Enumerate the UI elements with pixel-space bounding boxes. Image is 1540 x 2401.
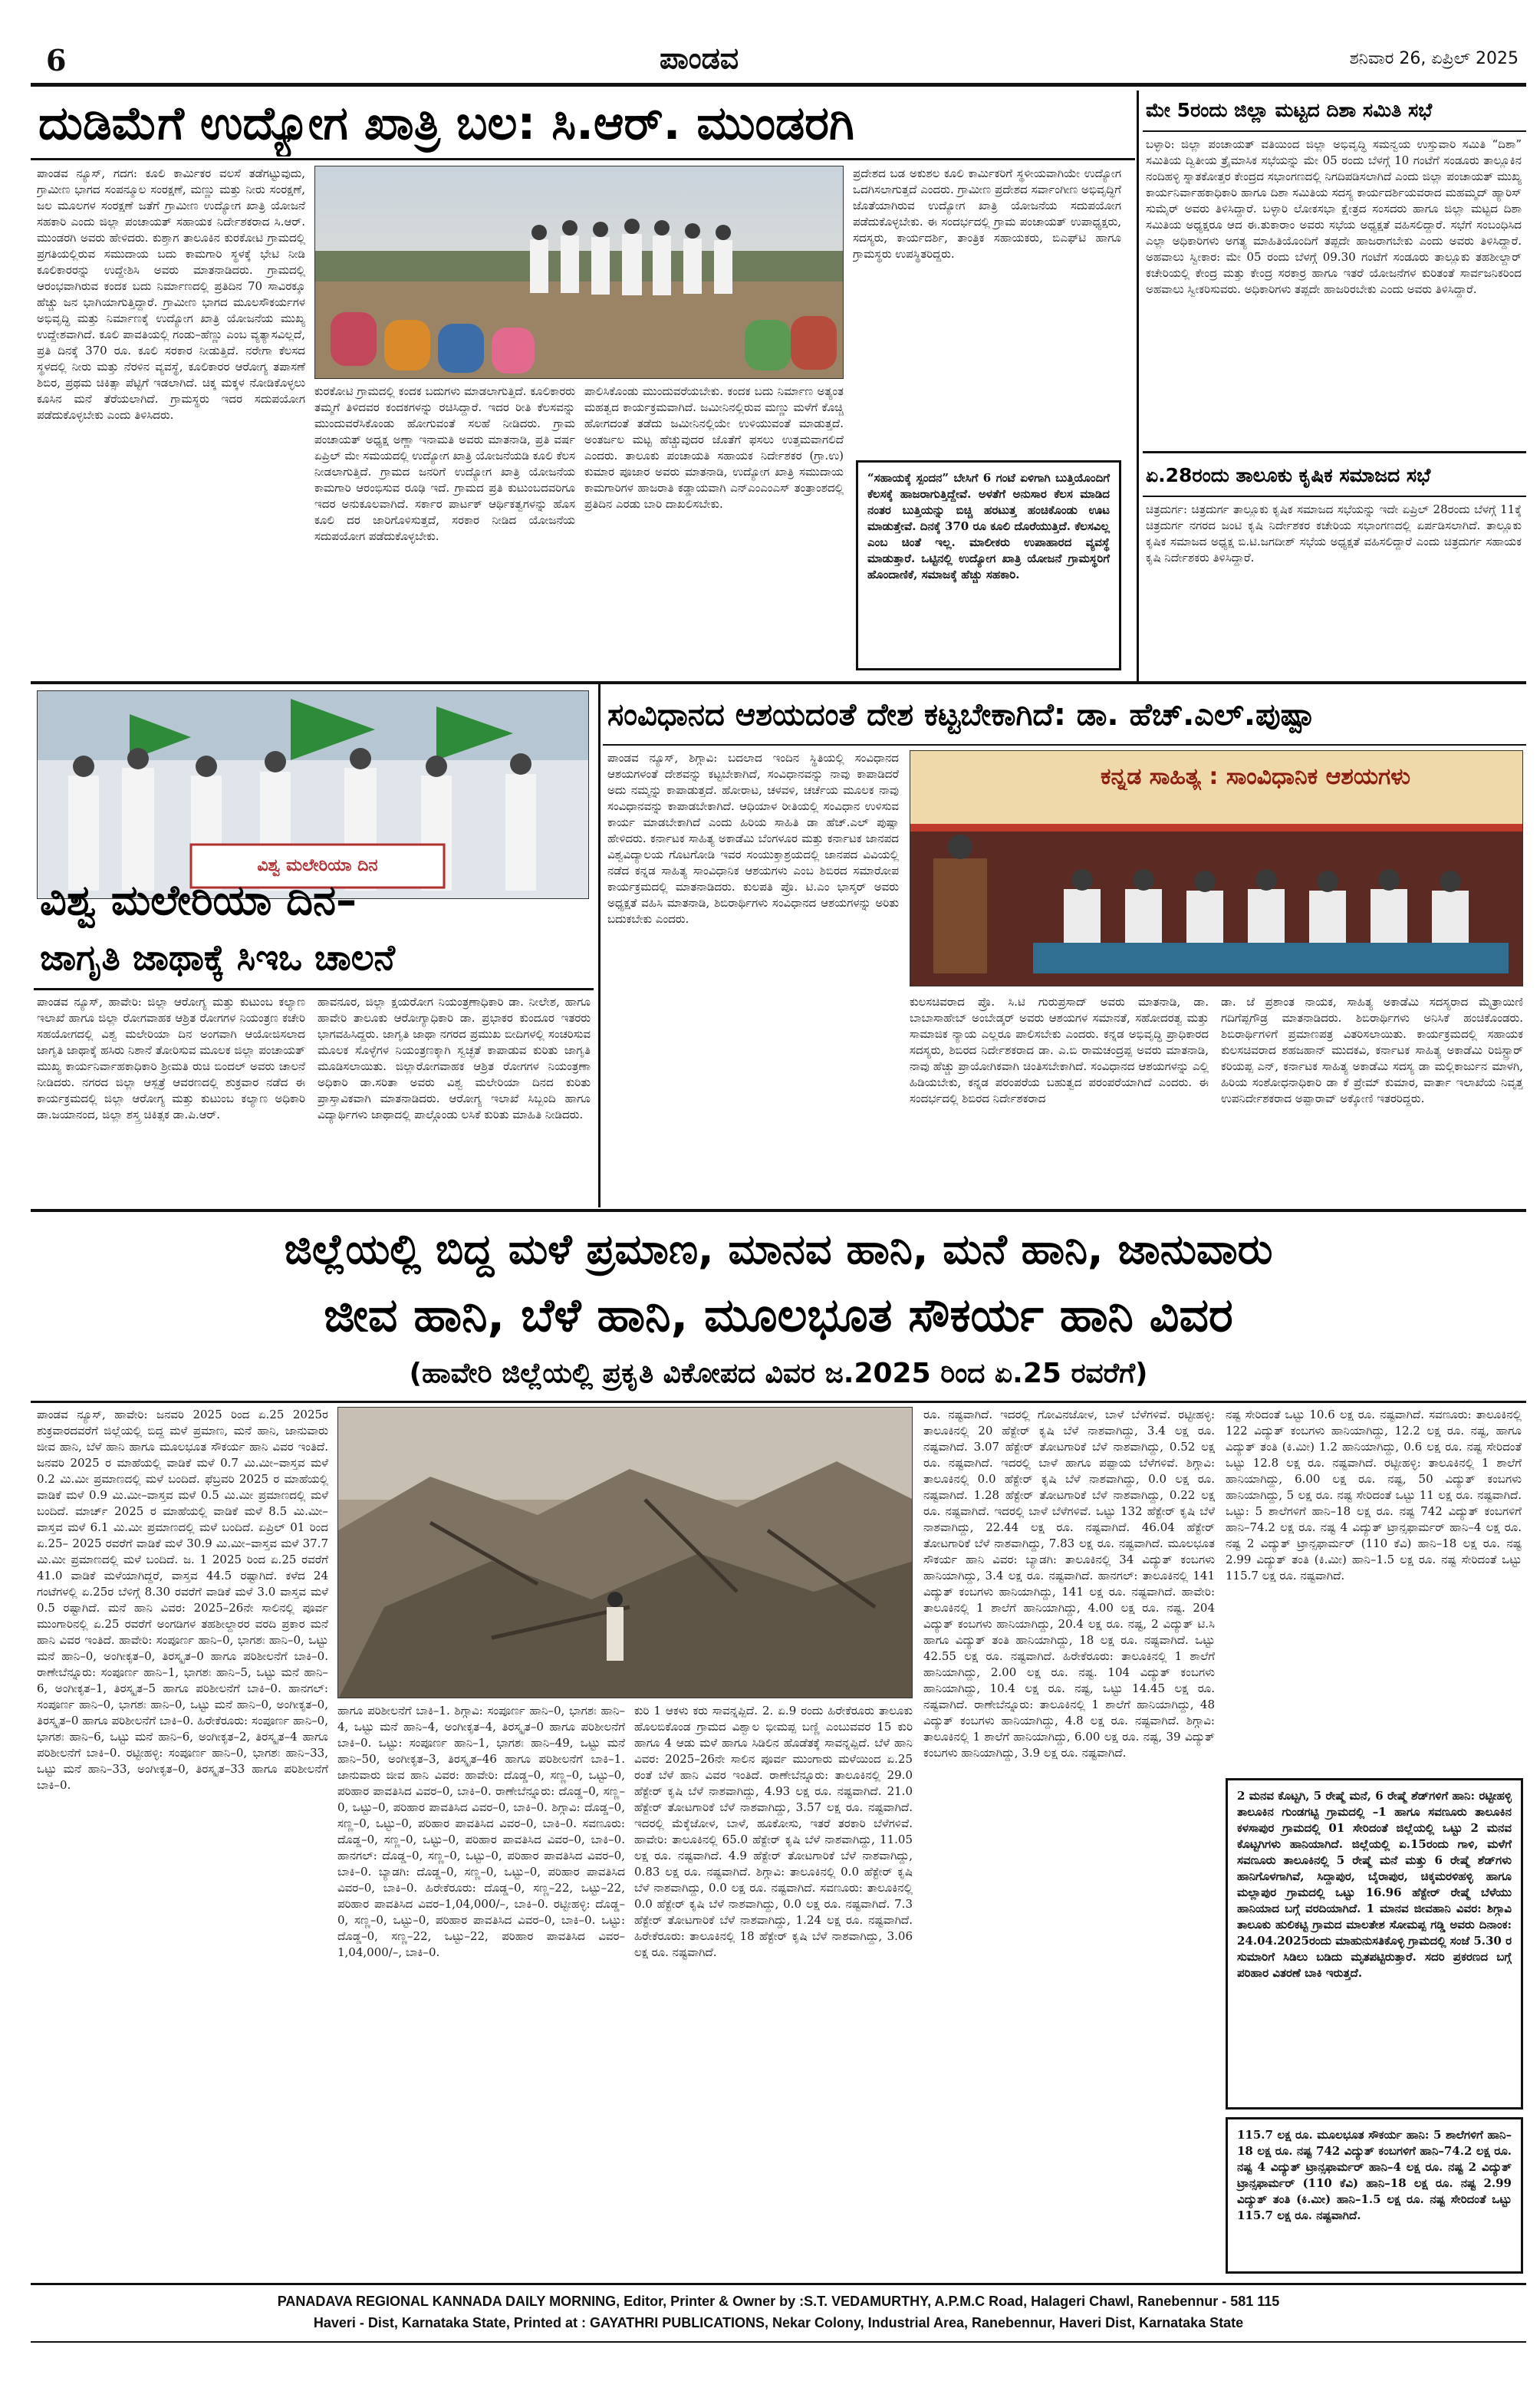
- article6-column-2: ಹಾಗೂ ಪರಿಶೀಲನೆಗೆ ಬಾಕಿ–1. ಶಿಗ್ಗಾವಿ: ಸಂಪೂರ್ಣ ಹಾನಿ–0, ಭಾಗಶಃ ಹಾನಿ–4, ಒಟ್ಟು ಮನೆ ಹಾನಿ–4, ಅಂಗೀಕೃತ–4, ತಿರಸ್ಕೃತ–0 ಹಾಗೂ ಪರಿಶೀಲನೆಗೆ ಬಾಕಿ–0. ಒಟ್ಟು: ಸಂಪೂರ್ಣ ಹಾನಿ–1, ಭಾಗಶಃ ಹಾನಿ–49, ಒಟ್ಟು ಮನೆ ಹಾನಿ–50, ಅಂಗೀಕೃತ–3, ತಿರಸ್ಕೃತ–46 ಹಾಗೂ ಪರಿಶೀಲನೆಗೆ ಬಾಕಿ–1. ಜಾನುವಾರು ಜೀವ ಹಾನಿ ವಿವರ: ಹಾವೇರಿ: ದೊಡ್ಡ–0, ಸಣ್ಣ–0, ಒಟ್ಟು–0, ಪರಿಹಾರ ಪಾವತಿಸಿದ ವಿವರ–0, ಬಾಕಿ–0. ರಾಣೇಬೆನ್ನೂರು: ದೊಡ್ಡ–0, ಸಣ್ಣ–0, ಒಟ್ಟು–0, ಪರಿಹಾರ ಪಾವತಿಸಿದ ವಿವರ–0, ಬಾಕಿ–0. ಶಿಗ್ಗಾವಿ: ದೊಡ್ಡ–0, ಸಣ್ಣ–0, ಒಟ್ಟು–0, ಪರಿಹಾರ ಪಾವತಿಸಿದ ವಿವರ–0, ಬಾಕಿ–0. ಸವಣೂರು: ದೊಡ್ಡ–0, ಸಣ್ಣ–0, ಒಟ್ಟು–0, ಪರಿಹಾರ ಪಾವತಿಸಿದ ವಿವರ–0, ಬಾಕಿ–0. ಹಾನಗಲ್: ದೊಡ್ಡ–0, ಸಣ್ಣ–0, ಒಟ್ಟು–0, ಪರಿಹಾರ ಪಾವತಿಸಿದ ವಿವರ–0, ಬಾಕಿ–0. ಬ್ಯಾಡಗಿ: ದೊಡ್ಡ–0, ಸಣ್ಣ–0, ಒಟ್ಟು–0, ಪರಿಹಾರ ಪಾವತಿಸಿದ ವಿವರ–0, ಬಾಕಿ–0. ಹಿರೇಕೆರೂರು: ದೊಡ್ಡ–0, ಸಣ್ಣ–22, ಒಟ್ಟು–22, ಪರಿಹಾರ ಪಾವತಿಸಿದ ವಿವರ–1,04,000/–, ಬಾಕಿ–0. ರಟ್ಟೀಹಳ್ಳಿ: ದೊಡ್ಡ–0, ಸಣ್ಣ–0, ಒಟ್ಟು–0, ಪರಿಹಾರ ಪಾವತಿಸಿದ ವಿವರ–0, ಬಾಕಿ–0. ಒಟ್ಟು: ದೊಡ್ಡ–0, ಸಣ್ಣ–22, ಒಟ್ಟು–22, ಪರಿಹಾರ ಪಾವತಿಸಿದ ವಿವರ–1,04,000/–, ಬಾಕಿ–0.: [337, 1704, 625, 1959]
- malaria-banner-text: ವಿಶ್ವ ಮಲೇರಿಯಾ ದಿನ: [257, 856, 378, 875]
- issue-date: ಶನಿವಾರ 26, ಏಪ್ರಿಲ್ 2025: [1349, 49, 1519, 68]
- article5-headline-rule: [603, 744, 1526, 746]
- article1-column-2: ಕುರಕೋಟಿ ಗ್ರಾಮದಲ್ಲಿ ಕಂದಕ ಬದುಗಳು ಮಾಡಲಾಗುತ್ತಿದೆ. ಕೂಲಿಕಾರರು ತಮ್ಮಗೆ ತಿಳಿದವರ ಕಂದಕಗಳನ್ನು ರಚಿಸಿದ್ದಾರೆ. ಇದರ ರೀತಿ ಕೆಲಸವನ್ನು ಮುಂದುವರೆಸಿಕೊಂಡು ಹೋಗುವಂತೆ ಸಲಹೆ ನೀಡಿದರು. ಗ್ರಾಮ ಪಂಚಾಯತ್ ಅಧ್ಯಕ್ಷ ಅಣ್ಣಾ ಇನಾಮತಿ ಅವರು ಮಾತನಾಡಿ, ಪ್ರತಿ ವರ್ಷ ಏಪ್ರಿಲ್ ಮೇ ಸಮಯದಲ್ಲಿ ಉದ್ಯೋಗ ಖಾತ್ರಿ ಯೋಜನೆಯಡಿ ಕೂಲಿ ಕೆಲಸ ನೀಡಲಾಗುತ್ತಿದೆ. ಗ್ರಾಮದ ಜನರಿಗೆ ಉದ್ಯೋಗ ಖಾತ್ರಿ ಯೋಜನೆಯ ಕಾಮಗಾರಿ ಆರಂಭಿಸುವ ರೂಢಿ ಇದೆ. ಗ್ರಾಮದ ಪ್ರತಿ ಕುಟುಂಬದವರಿಗೂ ಇದರ ಅನುಕೂಲವಾಗಿದೆ. ಸರ್ಕಾರ ಪಾರ್ಟಕ್ ಆರ್ಥಿಕತ್ವಗಳನ್ನು ಹೊಸ ಕೂಲಿ ದರ ಜಾರಿಗೊಳಿಸುತ್ತದೆ, ಸರಕಾರ ನೀಡಿದ ಯೋಜನೆಯ ಸದುಪಯೋಗ ಪಡೆದುಕೊಳ್ಳಬೇಕು.: [314, 384, 575, 543]
- article6-subheadline: (ಹಾವೇರಿ ಜಿಲ್ಲೆಯಲ್ಲಿ ಪ್ರಕೃತಿ ವಿಕೋಪದ ವಿವರ ಜ.2025 ರಿಂದ ಏ.25 ರವರೆಗೆ): [409, 1358, 1148, 1389]
- article6-column-3: ಕುರಿ 1 ಆಕಳು ಕರು ಸಾವನ್ನಪ್ಪಿದೆ. 2. ಏ.9 ರಂದು ಹಿರೇಕೆರೂರು ತಾಲೂಕು ಹೊಲಬಿಕೊಂಡ ಗ್ರಾಮದ ವಿಶ್ವಾಲ ಭೀಮಪ್ಪ ಬಣ್ಣಿ ಎಂಬುವವರ 15 ಕುರಿ ಹಾಗೂ 4 ಆಡು ಮಳೆ ಹಾಗೂ ಸಿಡಿಲಿನ ಹೊಡೆತಕ್ಕೆ ಸಾವನ್ನಪ್ಪಿದೆ. ಬೆಳೆ ಹಾನಿ ವಿವರ: 2025–26ನೇ ಸಾಲಿನ ಪೂರ್ವ ಮುಂಗಾರು ಮಳೆಯಿಂದ ಏ.25 ರಂತೆ ಬೆಳೆ ಹಾನಿ ವಿವರ ಇಂತಿದೆ. ರಾಣೇಬೆನ್ನೂರು: ತಾಲೂಕಿನಲ್ಲಿ 29.0 ಹೆಕ್ಟೇರ್ ಕೃಷಿ ಬೆಳೆ ನಾಶವಾಗಿದ್ದು, 4.93 ಲಕ್ಷ ರೂ. ನಷ್ಟವಾಗಿದೆ. 21.0 ಹೆಕ್ಟೇರ್ ತೋಟಗಾರಿಕೆ ಬೆಳೆ ನಾಶವಾಗಿದ್ದು, 3.57 ಲಕ್ಷ ರೂ. ನಷ್ಟವಾಗಿದೆ. ಇದರಲ್ಲಿ ಮೆಕ್ಕೆಜೋಳ, ಬಾಳೆ, ಹೂಕೋಸು, ಇತರೆ ತರಕಾರಿ ಬೆಳೆಗಳಿವೆ. ಹಾವೇರಿ: ತಾಲೂಕಿನಲ್ಲಿ 65.0 ಹೆಕ್ಟೇರ್ ಕೃಷಿ ಬೆಳೆ ನಾಶವಾಗಿದ್ದು, 11.05 ಲಕ್ಷ ರೂ. ನಷ್ಟವಾಗಿದೆ. 4.9 ಹೆಕ್ಟೇರ್ ತೋಟಗಾರಿಕೆ ಬೆಳೆ ನಾಶವಾಗಿದ್ದು, 0.83 ಲಕ್ಷ ರೂ. ನಷ್ಟವಾಗಿದೆ. ಶಿಗ್ಗಾವಿ: ತಾಲೂಕಿನಲ್ಲಿ 0.0 ಹೆಕ್ಟೇರ್ ಕೃಷಿ ಬೆಳೆ ನಾಶವಾಗಿದ್ದು, 0.0 ಲಕ್ಷ ರೂ. ನಷ್ಟವಾಗಿದೆ. ಸವಣೂರು: ತಾಲೂಕಿನಲ್ಲಿ 0.0 ಹೆಕ್ಟೇರ್ ಕೃಷಿ ಬೆಳೆ ನಾಶವಾಗಿದ್ದು, 0.0 ಲಕ್ಷ ರೂ. ನಷ್ಟವಾಗಿದೆ. 7.3 ಹೆಕ್ಟೇರ್ ತೋಟಗಾರಿಕೆ ಬೆಳೆ ನಾಶವಾಗಿದ್ದು, 1.24 ಲಕ್ಷ ರೂ. ನಷ್ಟವಾಗಿದೆ. ಹಿರೇಕೆರೂರು: ತಾಲೂಕಿನಲ್ಲಿ 18 ಹೆಕ್ಟೇರ್ ಕೃಷಿ ಬೆಳೆ ನಾಶವಾಗಿದ್ದು, 3.06 ಲಕ್ಷ ರೂ. ನಷ್ಟವಾಗಿದೆ.: [634, 1704, 913, 1959]
- article4-column-1: ಪಾಂಡವ ನ್ಯೂಸ್, ಹಾವೇರಿ: ಜಿಲ್ಲಾ ಆರೋಗ್ಯ ಮತ್ತು ಕುಟುಂಬ ಕಲ್ಯಾಣ ಇಲಾಖೆ ಹಾಗೂ ಜಿಲ್ಲಾ ರೋಗವಾಹಕ ಆಶ್ರಿತ ರೋಗಗಳ ನಿಯಂತ್ರಣ ಕಚೇರಿ ಸಹಯೋಗದಲ್ಲಿ ವಿಶ್ವ ಮಲೇರಿಯಾ ದಿನ ಅಂಗವಾಗಿ ಆಯೋಜಿಸಲಾದ ಜಾಗೃತಿ ಜಾಥಾಕ್ಕೆ ಹಸಿರು ನಿಶಾನೆ ತೋರಿಸುವ ಮೂಲಕ ಜಿಲ್ಲಾ ಪಂಚಾಯತ್ ಮುಖ್ಯ ಕಾರ್ಯನಿರ್ವಾಹಕಾಧಿಕಾರಿ ಶ್ರೀಮತಿ ರುಚಿ ಬಿಂದಲ್ ಅವರು ಚಾಲನೆ ನೀಡಿದರು. ನಗರದ ಜಿಲ್ಲಾ ಆಸ್ಪತ್ರೆ ಆವರಣದಲ್ಲಿ ಶುಕ್ರವಾರ ನಡೆದ ಈ ಕಾರ್ಯಕ್ರಮದಲ್ಲಿ ಜಿಲ್ಲಾ ಆರೋಗ್ಯ ಮತ್ತು ಕುಟುಂಬ ಕಲ್ಯಾಣ ಅಧಿಕಾರಿ ಡಾ.ಜಯಾನಂದ, ಜಿಲ್ಲಾ ಶಸ್ತ್ರ ಚಿಕಿತ್ಸಕ ಡಾ.ಪಿ.ಆರ್.: [37, 995, 305, 1121]
- page-number: 6: [46, 43, 67, 77]
- footer-bottom-rule: [31, 2341, 1526, 2343]
- article4-headline-line2: ಜಾಗೃತಿ ಜಾಥಾಕ್ಕೆ ಸಿಇಒ ಚಾಲನೆ: [40, 937, 395, 978]
- article5-column-2: ಕುಲಸಚಿವರಾದ ಪ್ರೊ. ಸಿ.ಟಿ ಗುರುಪ್ರಸಾದ್ ಅವರು ಮಾತನಾಡಿ, ಡಾ. ಬಾಬಾಸಾಹೇಬ್ ಅಂಬೇಡ್ಕರ್ ಅವರು ಆಶಯಗಳ ಸಮಾನತೆ, ಸಹೋದರತ್ವ ಮತ್ತು ಸಾಮಾಜಿಕ ನ್ಯಾಯ ಎಲ್ಲರೂ ಪಾಲಿಸಬೇಕು ಎಂದರು. ಕನ್ನಡ ಅಭಿವೃದ್ಧಿ ಪ್ರಾಧಿಕಾರದ ಸದಸ್ಯರು, ಶಿಬಿರದ ನಿರ್ದೇಶಕರಾದ ಡಾ. ಎ.ಬಿ ರಾಮಚಂದ್ರಪ್ಪ ಅವರು ಮಾತನಾಡಿ, ನಾವು ಹೆಚ್ಚು ಪ್ರಾಯೋಗಿಕವಾಗಿ ಚಿಂತಿಸಬೇಕಾಗಿದೆ. ಸಂವಿಧಾನದ ಆಶಯಗಳನ್ನು ಎಲ್ಲಿ ಹಿಡಿಯಬೇಕು, ಕನ್ನಡ ಪರಂಪರೆಯ ಬಹುತ್ವದ ಪರಂಪರೆಯಾಗಿದೆ ಎಂದರು. ಈ ಸಂದರ್ಭದಲ್ಲಿ ಶಿಬಿರದ ನಿರ್ದೇಶಕರಾದ: [910, 995, 1209, 1105]
- article6-column-5: ನಷ್ಟ ಸೇರಿದಂತೆ ಒಟ್ಟು 10.6 ಲಕ್ಷ ರೂ. ನಷ್ಟವಾಗಿದೆ. ಸವಣೂರು: ತಾಲೂಕಿನಲ್ಲಿ 122 ವಿದ್ಯುತ್ ಕಂಬಗಳು ಹಾನಿಯಾಗಿದ್ದು, 12.2 ಲಕ್ಷ ರೂ. ನಷ್ಟ, ಹಾಗೂ ವಿದ್ಯುತ್ ತಂತಿ (ಕಿ.ಮೀ) 1.2 ಹಾನಿಯಾಗಿದ್ದು, 0.6 ಲಕ್ಷ ರೂ. ನಷ್ಟ ಸೇರಿದಂತೆ ಒಟ್ಟು 12.8 ಲಕ್ಷ ರೂ. ನಷ್ಟವಾಗಿದೆ. ರಟ್ಟೀಹಳ್ಳಿ: ತಾಲೂಕಿನಲ್ಲಿ 1 ಶಾಲೆಗೆ ಹಾನಿಯಾಗಿದ್ದು, 6.00 ಲಕ್ಷ ರೂ. ನಷ್ಟ, 50 ವಿದ್ಯುತ್ ಕಂಬಗಳು ಹಾನಿಯಾಗಿದ್ದು, 5 ಲಕ್ಷ ರೂ. ನಷ್ಟ ಸೇರಿದಂತೆ ಒಟ್ಟು 11 ಲಕ್ಷ ರೂ. ನಷ್ಟವಾಗಿದೆ. ಒಟ್ಟು: 5 ಶಾಲೆಗಳಿಗೆ ಹಾನಿ–18 ಲಕ್ಷ ರೂ. ನಷ್ಟ 742 ವಿದ್ಯುತ್ ಕಂಬಗಳಿಗೆ ಹಾನಿ–74.2 ಲಕ್ಷ ರೂ. ನಷ್ಟ 4 ವಿದ್ಯುತ್ ಟ್ರಾನ್ಸಫಾರ್ಮರ್ ಹಾನಿ–4 ಲಕ್ಷ ರೂ. ನಷ್ಟ 2 ವಿದ್ಯುತ್ ಟ್ರಾನ್ಸಫಾರ್ಮರ್ (110 ಕೆವಿ) ಹಾನಿ–18 ಲಕ್ಷ ರೂ. ನಷ್ಟ 2.99 ವಿದ್ಯುತ್ ತಂತಿ (ಕಿ.ಮೀ) ಹಾನಿ–1.5 ಲಕ್ಷ ರೂ. ನಷ್ಟ ಸೇರಿದಂತೆ ಒಟ್ಟು 115.7 ಲಕ್ಷ ರೂ. ನಷ್ಟವಾಗಿದೆ.: [1226, 1408, 1522, 1583]
- article6-box-infrastructure-loss: 115.7 ಲಕ್ಷ ರೂ. ಮೂಲಭೂತ ಸೌಕರ್ಯ ಹಾನಿ: 5 ಶಾಲೆಗಳಿಗೆ ಹಾನಿ–18 ಲಕ್ಷ ರೂ. ನಷ್ಟ 742 ವಿದ್ಯುತ್ ಕಂಬಗಳಿಗೆ ಹಾನಿ–74.2 ಲಕ್ಷ ರೂ. ನಷ್ಟ 4 ವಿದ್ಯುತ್ ಟ್ರಾನ್ಸಫಾರ್ಮರ್ ಹಾನಿ–4 ಲಕ್ಷ ರೂ. ನಷ್ಟ 2 ವಿದ್ಯುತ್ ಟ್ರಾನ್ಸಫಾರ್ಮರ್ (110 ಕೆವಿ) ಹಾನಿ–18 ಲಕ್ಷ ರೂ. ನಷ್ಟ 2.99 ವಿದ್ಯುತ್ ತಂತಿ (ಕಿ.ಮೀ) ಹಾನಿ–1.5 ಲಕ್ಷ ರೂ. ನಷ್ಟ ಸೇರಿದಂತೆ ಒಟ್ಟು 115.7 ಲಕ್ಷ ರೂ. ನಷ್ಟವಾಗಿದೆ.: [1226, 2117, 1523, 2274]
- article5-column-1: ಪಾಂಡವ ನ್ಯೂಸ್, ಶಿಗ್ಗಾವಿ: ಬದಲಾದ ಇಂದಿನ ಸ್ಥಿತಿಯಲ್ಲಿ ಸಂವಿಧಾನದ ಆಶಯಗಳಂತೆ ದೇಶವನ್ನು ಕಟ್ಟಬೇಕಾಗಿದೆ, ಸಂವಿಧಾನವನ್ನು ನಾವು ಕಾಪಾಡಿದರೆ ಅದು ನಮ್ಮನ್ನು ಕಾಪಾಡುತ್ತದೆ. ಹೋರಾಟ, ಚಳವಳಿ, ಚರ್ಚೆಯ ಮೂಲಕ ನಾವು ಸಂವಿಧಾನವನ್ನು ಕಾಪಾಡಬೇಕಾಗಿದೆ. ಆಧಿಯಾಳ ರೀತಿಯಲ್ಲಿ ಸಂವಿಧಾನ ಉಳಿಸುವ ಕಾರ್ಯ ಮಾಡಬೇಕಾಗಿದೆ ಎಂದು ಹಿರಿಯ ಸಾಹಿತಿ ಡಾ ಹೆಚ್.ಎಲ್ ಪುಷ್ಪಾ ಹೇಳಿದರು. ಕರ್ನಾಟಕ ಸಾಹಿತ್ಯ ಅಕಾಡೆಮಿ ಬೆಂಗಳೂರ ಮತ್ತು ಕರ್ನಾಟಕ ಜಾನಪದ ವಿಶ್ವವಿದ್ಯಾಲಯ ಗೊಟಗೋಡಿ ಇವರ ಸಂಯುಕ್ತಾಶ್ರಯದಲ್ಲಿ ಜಾನಪದ ವಿವಿಯಲ್ಲಿ ನಡೆದ ಕನ್ನಡ ಸಾಹಿತ್ಯ ಸಾಂವಿಧಾನಿಕ ಆಶಯಗಳು ಎಂಬ ಶಿಬಿರದ ಸಮಾರೋಪ ಕಾರ್ಯಕ್ರಮದಲ್ಲಿ ಮಾತನಾಡಿದರು. ಕುಲಪತಿ ಪ್ರೊ. ಟಿ.ಎಂ ಭಾಸ್ಕರ್ ಅವರು ಅಧ್ಯಕ್ಷತೆ ವಹಿಸಿ ಮಾತನಾಡಿ, ಶಿಬಿರಾರ್ಥಿಗಳು ಸಂವಿಧಾನದ ಆಶಯಗಳನ್ನು ಅರಿತು ಬದುಕಬೇಕು ಎಂದರು.: [607, 751, 899, 926]
- article6-headline-rule: [31, 1401, 1526, 1403]
- article5-photo: [910, 750, 1523, 986]
- article3-body: ಚಿತ್ರದುರ್ಗ: ಚಿತ್ರದುರ್ಗ ತಾಲ್ಲೂಕು ಕೃಷಿಕ ಸಮಾಜದ ಸಭೆಯನ್ನು ಇದೇ ಏಪ್ರಿಲ್ 28ರಂದು ಬೆಳಗ್ಗೆ 11ಕ್ಕೆ ಚಿತ್ರದುರ್ಗ ನಗರದ ಜಂಟಿ ಕೃಷಿ ನಿರ್ದೇಶಕರ ಕಚೇರಿಯ ಸಭಾಂಗಣದಲ್ಲಿ ಏರ್ಪಡಿಸಲಾಗಿದೆ. ತಾಲ್ಲೂಕು ಕೃಷಿಕ ಸಮಾಜದ ಅಧ್ಯಕ್ಷ ಬಿ.ಟಿ.ಜಗದೀಶ್ ಸಭೆಯ ಅಧ್ಯಕ್ಷತೆ ವಹಿಸಲಿದ್ದಾರೆ ಎಂದು ಚಿತ್ರದುರ್ಗ ಸಹಾಯಕ ಕೃಷಿ ನಿರ್ದೇಶಕರು ತಿಳಿಸಿದ್ದಾರೆ.: [1146, 502, 1522, 565]
- article6-photo: [337, 1407, 913, 1698]
- collapsed-house-photo: [338, 1408, 913, 1698]
- article4-photo: [37, 690, 589, 899]
- header-rule: [31, 83, 1526, 87]
- article6-headline-line2: ಜೀವ ಹಾನಿ, ಬೆಳೆ ಹಾನಿ, ಮೂಲಭೂತ ಸೌಕರ್ಯ ಹಾನಿ ವಿವರ: [324, 1289, 1233, 1342]
- article1-headline: ದುಡಿಮೆಗೆ ಉದ್ಯೋಗ ಖಾತ್ರಿ ಬಲ: ಸಿ.ಆರ್. ಮುಂಡರಗಿ: [38, 97, 854, 150]
- article4-side-rule: [598, 684, 601, 1207]
- seminar-banner-text: ಕನ್ನಡ ಸಾಹಿತ್ಯ : ಸಾಂವಿಧಾನಿಕ ಆಶಯಗಳು: [1100, 763, 1411, 790]
- footer-imprint-line2: Haveri - Dist, Karnataka State, Printed at : GAYATHRI PUBLICATIONS, Nekar Colony, Industrial Area, Ranebennur, Haveri Dist, Karnataka State: [313, 2315, 1244, 2330]
- article1-column-3: ಪಾಲಿಸಿಕೊಂಡು ಮುಂದುವರೆಯಬೇಕು. ಕಂದಕ ಬದು ನಿರ್ಮಾಣ ಅತ್ಯಂತ ಮಹತ್ವದ ಕಾರ್ಯಕ್ರಮವಾಗಿದೆ. ಜಮೀನಿನಲ್ಲಿರುವ ಮಣ್ಣು ಮಳೆಗೆ ಕೊಚ್ಚಿ ಹೋಗದಂತೆ ತಡೆದು ಜಮೀನಿನಲ್ಲಿಯೇ ಉಳಿಯುವಂತೆ ಮಾಡುತ್ತದೆ. ಅಂತರ್ಜಲ ಮಟ್ಟ ಹೆಚ್ಚುವುದರ ಜೊತೆಗೆ ಫಸಲು ಉತ್ತಮವಾಗಲಿದೆ ಎಂದರು. ತಾಲೂಕು ಪಂಚಾಯತಿ ಸಹಾಯಕ ನಿರ್ದೇಶಕರ (ಗ್ರಾ.ಉ) ಕುಮಾರ ಪೂಜಾರ ಅವರು ಮಾತನಾಡಿ, ಉದ್ಯೋಗ ಖಾತ್ರಿ ಸಮುದಾಯ ಕಾಮಗಾರಿಗಳ ಹಾಜರಾತಿ ಕಡ್ಡಾಯವಾಗಿ ಎನ್‌ಎಂಎಂಎಸ್ ತಂತ್ರಾಂಶದಲ್ಲಿ ಪ್ರತಿದಿನ ಎರಡು ಬಾರಿ ದಾಖಲಿಸಬೇಕು.: [584, 384, 844, 511]
- article1-headline-rule: [31, 158, 1135, 160]
- footer-rule: [31, 2283, 1526, 2285]
- section-rule-1: [31, 681, 1526, 684]
- article1-column-4: ಪ್ರದೇಶದ ಬಡ ಅಕುಶಲ ಕೂಲಿ ಕಾರ್ಮಿಕರಿಗೆ ಸ್ಥಳೀಯವಾಗಿಯೇ ಉದ್ಯೋಗ ಒದಗಿಸಲಾಗುತ್ತದೆ ಎಂದರು. ಗ್ರಾಮೀಣ ಪ್ರದೇಶದ ಸರ್ವಾಂಗೀಣ ಅಭಿವೃದ್ಧಿಗೆ ಜೊತೆಯಾಗಿರುವ ಉದ್ಯೋಗ ಖಾತ್ರಿ ಯೋಜನೆಯ ಸದುಪಯೋಗ ಪಡೆದುಕೊಳ್ಳಬೇಕು. ಈ ಸಂದರ್ಭದಲ್ಲಿ ಗ್ರಾಮ ಪಂಚಾಯತ್ ಉಪಾಧ್ಯಕ್ಷರು, ಸದಸ್ಯರು, ಕಾರ್ಯದರ್ಶಿ, ತಾಂತ್ರಿಕ ಸಹಾಯಕರು, ಬಿಎಫ್‌ಟಿ ಹಾಗೂ ಗ್ರಾಮಸ್ಥರು ಉಪಸ್ಥಿತರಿದ್ದರು.: [853, 166, 1121, 261]
- article2-bottom-rule: [1143, 451, 1526, 453]
- article4-column-2: ಹಾವನೂರ, ಜಿಲ್ಲಾ ಕ್ಷಯರೋಗ ನಿಯಂತ್ರಣಾಧಿಕಾರಿ ಡಾ. ನೀಲೇಶ, ಹಾಗೂ ಹಾವೇರಿ ತಾಲೂಕು ಆರೋಗ್ಯಾಧಿಕಾರಿ ಡಾ. ಪ್ರಭಾಕರ ಕುಂದೂರ ಇತರರು ಭಾಗವಹಿಸಿದ್ದರು. ಜಾಗೃತಿ ಜಾಥಾ ನಗರದ ಪ್ರಮುಖ ಬೀದಿಗಳಲ್ಲಿ ಸಂಚರಿಸುವ ಮೂಲಕ ಸೊಳ್ಳೆಗಳ ನಿಯಂತ್ರಣಕ್ಕಾಗಿ ಸ್ವಚ್ಛತೆ ಕಾಪಾಡುವ ಕುರಿತು ಜಾಗೃತಿ ಮೂಡಿಸಲಾಯಿತು. ಜಿಲ್ಲಾರೋಗವಾಹಕ ಆಶ್ರಿತ ರೋಗಗಳ ನಿಯಂತ್ರಣಾ ಅಧಿಕಾರಿ ಡಾ.ಸರಿತಾ ಅವರು ವಿಶ್ವ ಮಲೇರಿಯಾ ದಿನದ ಕುರಿತು ಪ್ರಾಸ್ತಾವಿಕವಾಗಿ ಮಾತನಾಡಿದರು. ಆರೋಗ್ಯ ಇಲಾಖೆ ಸಿಬ್ಬಂದಿ ಹಾಗೂ ವಿದ್ಯಾರ್ಥಿಗಳು ಜಾಥಾದಲ್ಲಿ ಪಾಲ್ಗೊಂಡು ಲಸಿಕೆ ಕುರಿತು ಮಾಹಿತಿ ನೀಡಿದರು.: [318, 995, 591, 1121]
- page-header: [31, 38, 1526, 81]
- article5-headline: ಸಂವಿಧಾನದ ಆಶಯದಂತೆ ದೇಶ ಕಟ್ಟಬೇಕಾಗಿದೆ: ಡಾ. ಹೆಚ್.ಎಲ್.ಪುಷ್ಪಾ: [607, 697, 1315, 733]
- footer-imprint-line1: PANADAVA REGIONAL KANNADA DAILY MORNING, Editor, Printer & Owner by :S.T. VEDAMURTHY, A.P.M.C Road, Halageri Chawl, Ranebennur - 581 115: [277, 2294, 1280, 2309]
- section-rule-2: [31, 1209, 1526, 1212]
- article3-headline: ಏ.28ರಂದು ತಾಲೂಕು ಕೃಷಿಕ ಸಮಾಜದ ಸಭೆ: [1146, 464, 1431, 486]
- article6-column-1: ಪಾಂಡವ ನ್ಯೂಸ್, ಹಾವೇರಿ: ಜನವರಿ 2025 ರಿಂದ ಏ.25 2025ರ ಶುಕ್ರವಾರದವರೆಗೆ ಜಿಲ್ಲೆಯಲ್ಲಿ ಬಿದ್ದ ಮಳೆ ಪ್ರಮಾಣ, ಮನೆ ಹಾನಿ, ಜಾನುವಾರು ಜೀವ ಹಾನಿ, ಬೆಳೆ ಹಾನಿ ಹಾಗೂ ಮೂಲಭೂತ ಸೌಕರ್ಯ ಹಾನಿ ವಿವರ ಇಂತಿದೆ. ಜನವರಿ 2025 ರ ಮಾಹೆಯಲ್ಲಿ ವಾಡಿಕೆ ಮಳೆ 0.7 ಮಿ.ಮೀ–ವಾಸ್ತವ ಮಳೆ 0.2 ಮಿ.ಮೀ ಪ್ರಮಾಣದಲ್ಲಿ ಮಳೆ ಬಂದಿದೆ. ಫೆಬ್ರವರಿ 2025 ರ ಮಾಹೆಯಲ್ಲಿ ವಾಡಿಕೆ ಮಳೆ 0.9 ಮಿ.ಮೀ–ವಾಸ್ತವ ಮಳೆ 0.5 ಮಿ.ಮೀ ಪ್ರಮಾಣದಲ್ಲಿ ಮಳೆ ಬಂದಿದೆ. ಮಾರ್ಚ್ 2025 ರ ಮಾಹೆಯಲ್ಲಿ ವಾಡಿಕೆ ಮಳೆ 8.5 ಮಿ.ಮೀ–ವಾಸ್ತವ ಮಳೆ 6.1 ಮಿ.ಮೀ ಪ್ರಮಾಣದಲ್ಲಿ ಮಳೆ ಬಂದಿದೆ. ಏಪ್ರಿಲ್ 01 ರಿಂದ ಏ.25– 2025 ರವರೆಗೆ ವಾಡಿಕೆ ಮಳೆ 30.9 ಮಿ.ಮೀ–ವಾಸ್ತವ ಮಳೆ 37.7 ಮಿ.ಮೀ ಪ್ರಮಾಣದಲ್ಲಿ ಮಳೆ ಬಂದಿದೆ. ಜ. 1 2025 ರಿಂದ ಏ.25 ರವರೆಗೆ 41.0 ವಾಡಿಕೆ ಮಳೆಯಾಗಿದ್ದರೆ, ವಾಸ್ತವ 44.5 ರಷ್ಟಾಗಿದೆ. ಕಳೆದ 24 ಗಂಟೆಗಳಲ್ಲಿ ಏ.25ರ ಬೆಳಿಗ್ಗೆ 8.30 ರವರೆಗೆ ವಾಡಿಕೆ ಮಳೆ 3.0 ವಾಸ್ತವ ಮಳೆ 0.5 ರಷ್ಟಾಗಿದೆ. ಮನೆ ಹಾನಿ ವಿವರ: 2025–26ನೇ ಸಾಲಿನಲ್ಲಿ ಪೂರ್ವ ಮುಂಗಾರಿನಲ್ಲಿ ಏ.25 ರವರೆಗೆ ಅಂಗಡಿಗಳ ತಹಶೀಲ್ದಾರರ ವರದಿ ಪ್ರಕಾರ ಮನೆ ಹಾನಿ ವಿವರ ಇಂತಿದೆ. ಹಾವೇರಿ: ಸಂಪೂರ್ಣ ಹಾನಿ–0, ಭಾಗಶಃ ಹಾನಿ–0, ಒಟ್ಟು ಮನೆ ಹಾನಿ–0, ಅಂಗೀಕೃತ–0, ತಿರಸ್ಕೃತ–0 ಹಾಗೂ ಪರಿಶೀಲನೆಗೆ ಬಾಕಿ–0. ರಾಣೇಬೆನ್ನೂರು: ಸಂಪೂರ್ಣ ಹಾನಿ–1, ಭಾಗಶಃ ಹಾನಿ–5, ಒಟ್ಟು ಮನೆ ಹಾನಿ–6, ಅಂಗೀಕೃತ–1, ತಿರಸ್ಕೃತ–5 ಹಾಗೂ ಪರಿಶೀಲನೆಗೆ ಬಾಕಿ–0. ಹಾನಗಲ್: ಸಂಪೂರ್ಣ ಹಾನಿ–0, ಭಾಗಶಃ ಹಾನಿ–0, ಒಟ್ಟು ಮನೆ ಹಾನಿ–0, ಅಂಗೀಕೃತ–0, ತಿರಸ್ಕೃತ–0 ಹಾಗೂ ಪರಿಶೀಲನೆಗೆ ಬಾಕಿ–0. ಹಿರೇಕೆರೂರು: ಸಂಪೂರ್ಣ ಹಾನಿ–0, ಭಾಗಶಃ ಹಾನಿ–6, ಒಟ್ಟು ಮನೆ ಹಾನಿ–6, ಅಂಗೀಕೃತ–2, ತಿರಸ್ಕೃತ–4 ಹಾಗೂ ಪರಿಶೀಲನೆಗೆ ಬಾಕಿ–0. ರಟ್ಟೀಹಳ್ಳಿ: ಸಂಪೂರ್ಣ ಹಾನಿ–0, ಭಾಗಶಃ ಹಾನಿ–33, ಒಟ್ಟು ಮನೆ ಹಾನಿ–33, ಅಂಗೀಕೃತ–0, ತಿರಸ್ಕೃತ–33 ಹಾಗೂ ಪರಿಶೀಲನೆಗೆ ಬಾಕಿ–0.: [37, 1408, 328, 1792]
- article6-column-4: ರೂ. ನಷ್ಟವಾಗಿದೆ. ಇದರಲ್ಲಿ ಗೋವಿನಜೋಳ, ಬಾಳೆ ಬೆಳೆಗಳಿವೆ. ರಟ್ಟೀಹಳ್ಳಿ: ತಾಲೂಕಿನಲ್ಲಿ 20 ಹೆಕ್ಟೇರ್ ಕೃಷಿ ಬೆಳೆ ನಾಶವಾಗಿದ್ದು, 3.4 ಲಕ್ಷ ರೂ. ನಷ್ಟವಾಗಿದೆ. 3.07 ಹೆಕ್ಟೇರ್ ತೋಟಗಾರಿಕೆ ಬೆಳೆ ನಾಶವಾಗಿದ್ದು, 0.52 ಲಕ್ಷ ರೂ. ನಷ್ಟವಾಗಿದೆ. ಇದರಲ್ಲಿ ಬಾಳೆ ಹಾಗೂ ಪಪ್ಪಾಯ ಬೆಳೆಗಳಿವೆ. ಶಿಗ್ಗಾವಿ: ತಾಲೂಕಿನಲ್ಲಿ 0.0 ಹೆಕ್ಟೇರ್ ಕೃಷಿ ಬೆಳೆ ನಾಶವಾಗಿದ್ದು, 0.0 ಲಕ್ಷ ರೂ. ನಷ್ಟವಾಗಿದೆ. 1.28 ಹೆಕ್ಟೇರ್ ತೋಟಗಾರಿಕೆ ಬೆಳೆ ನಾಶವಾಗಿದ್ದು, 0.22 ಲಕ್ಷ ರೂ. ನಷ್ಟವಾಗಿದೆ. ಇದರಲ್ಲಿ ಬಾಳೆ ಬೆಳೆಗಳಿವೆ. ಒಟ್ಟು 132 ಹೆಕ್ಟೇರ್ ಕೃಷಿ ಬೆಳೆ ನಾಶವಾಗಿದ್ದು, 22.44 ಲಕ್ಷ ರೂ. ನಷ್ಟವಾಗಿದೆ. 46.04 ಹೆಕ್ಟೇರ್ ತೋಟಗಾರಿಕೆ ಬೆಳೆ ನಾಶವಾಗಿದ್ದು, 7.83 ಲಕ್ಷ ರೂ. ನಷ್ಟವಾಗಿದೆ. ಮೂಲಭೂತ ಸೌಕರ್ಯ ಹಾನಿ ವಿವರ: ಬ್ಯಾಡಗಿ: ತಾಲೂಕಿನಲ್ಲಿ 34 ವಿದ್ಯುತ್ ಕಂಬಗಳು ಹಾನಿಯಾಗಿದ್ದು, 3.4 ಲಕ್ಷ ರೂ. ನಷ್ಟವಾಗಿದೆ. ಹಾನಗಲ್: ತಾಲೂಕಿನಲ್ಲಿ 141 ವಿದ್ಯುತ್ ಕಂಬಗಳು ಹಾನಿಯಾಗಿದ್ದು, 141 ಲಕ್ಷ ರೂ. ನಷ್ಟವಾಗಿದೆ. ಹಾವೇರಿ: ತಾಲೂಕಿನಲ್ಲಿ 1 ಶಾಲೆಗೆ ಹಾನಿಯಾಗಿದ್ದು, 4.00 ಲಕ್ಷ ರೂ. ನಷ್ಟ. 204 ವಿದ್ಯುತ್ ಕಂಬಗಳು ಹಾನಿಯಾಗಿದ್ದು, 20.4 ಲಕ್ಷ ರೂ. ನಷ್ಟ, 2 ವಿದ್ಯುತ್ ಟಿ.ಸಿ ಹಾಗೂ ವಿದ್ಯುತ್ ತಂತಿ ಹಾನಿಯಾಗಿದ್ದು, 18 ಲಕ್ಷ ರೂ. ನಷ್ಟವಾಗಿದೆ. ಒಟ್ಟು 42.55 ಲಕ್ಷ ರೂ. ನಷ್ಟವಾಗಿದೆ. ಹಿರೇಕೆರೂರು: ತಾಲೂಕಿನಲ್ಲಿ 1 ಶಾಲೆಗೆ ಹಾನಿಯಾಗಿದ್ದು, 2.00 ಲಕ್ಷ ರೂ. ನಷ್ಟ. 104 ವಿದ್ಯುತ್ ಕಂಬಗಳು ಹಾನಿಯಾಗಿದ್ದು, 10.4 ಲಕ್ಷ ರೂ. ನಷ್ಟ, ಒಟ್ಟು 14.45 ಲಕ್ಷ ರೂ. ನಷ್ಟವಾಗಿದೆ. ರಾಣೇಬೆನ್ನೂರು: ತಾಲೂಕಿನಲ್ಲಿ 1 ಶಾಲೆಗೆ ಹಾನಿಯಾಗಿದ್ದು, 48 ವಿದ್ಯುತ್ ಕಂಬಗಳು ಹಾನಿಯಾಗಿದ್ದು, 4.8 ಲಕ್ಷ ರೂ. ನಷ್ಟವಾಗಿದೆ. ಶಿಗ್ಗಾವಿ: ತಾಲೂಕಿನಲ್ಲಿ 1 ಶಾಲೆಗೆ ಹಾನಿಯಾಗಿದ್ದು, 6.00 ಲಕ್ಷ ರೂ. ನಷ್ಟ, 39 ವಿದ್ಯುತ್ ಕಂಬಗಳು ಹಾನಿಯಾಗಿದ್ದು, 3.9 ಲಕ್ಷ ರೂ. ನಷ್ಟವಾಗಿದೆ.: [923, 1408, 1215, 1760]
- article2-body: ಬಳ್ಳಾರಿ: ಜಿಲ್ಲಾ ಪಂಚಾಯತ್ ವತಿಯಿಂದ ಜಿಲ್ಲಾ ಅಭಿವೃದ್ಧಿ ಸಮನ್ವಯ ಉಸ್ತುವಾರಿ ಸಮಿತಿ “ದಿಶಾ” ಸಮಿತಿಯ ದ್ವಿತೀಯ ತ್ರೈಮಾಸಿಕ ಸಭೆಯನ್ನು ಮೇ 05 ರಂದು ಬೆಳಗ್ಗೆ 10 ಗಂಟೆಗೆ ಸಂಡೂರು ತಾಲ್ಲೂಕಿನ ನಂದಿಹಳ್ಳಿ ಸ್ನಾತಕೋತ್ತರ ಕೇಂದ್ರದ ಸಭಾಂಗಣದಲ್ಲಿ ನಿಗದಿಪಡಿಸಲಾಗಿದೆ ಎಂದು ಜಿಲ್ಲಾ ಪಂಚಾಯತ್ ಮುಖ್ಯ ಕಾರ್ಯನಿರ್ವಾಹಕಾಧಿಕಾರಿ ಹಾಗೂ ದಿಶಾ ಸಮಿತಿಯ ಸದಸ್ಯ ಕಾರ್ಯದರ್ಶಿಯವರಾದ ಮಹಮ್ಮದ್ ಹ್ಯಾರಿಸ್ ಸುಮೈರ್ ಅವರು ತಿಳಿಸಿದ್ದಾರೆ. ಬಳ್ಳಾರಿ ಲೋಕಸಭಾ ಕ್ಷೇತ್ರದ ಸಂಸದರು ಹಾಗೂ ಜಿಲ್ಲಾ ಮಟ್ಟದ ದಿಶಾ ಸಮಿತಿಯ ಅಧ್ಯಕ್ಷರೂ ಆದ ಈ.ತುಕಾರಾಂ ಅವರು ಸಭೆಯ ಅಧ್ಯಕ್ಷತೆ ವಹಿಸಲಿದ್ದಾರೆ. ಸಭೆಗೆ ಸಂಬಂಧಿಸಿದ ಎಲ್ಲಾ ಅಧಿಕಾರಿಗಳು ಅಗತ್ಯ ಮಾಹಿತಿಯೊಂದಿಗೆ ತಪ್ಪದೇ ಹಾಜರಾಗಬೇಕು ಎಂದು ಅವರು ತಿಳಿಸಿದ್ದಾರೆ. ಅಹವಾಲು ಸ್ವೀಕಾರ: ಮೇ 05 ರಂದು ಬೆಳಗ್ಗೆ 09.30 ಗಂಟೆಗೆ ಸಂಡೂರು ತಾಲ್ಲೂಕು ತಹಶೀಲ್ದಾರ್ ಕಚೇರಿಯಲ್ಲಿ ಕೇಂದ್ರ ಮತ್ತು ಕೇಂದ್ರ ಸರಕಾರ್ರ ಹಾಗೂ ಇತರೆ ಯೋಜನೆಗಳ ಕುರಿತಂತೆ ಸಾರ್ವಜನಿಕರಿಂದ ಅಹವಾಲು ಸ್ವೀಕರಿಸುವರು. ಅಧಿಕಾರಿಗಳು ತಪ್ಪದೇ ಹಾಜರಿರಬೇಕು ಎಂದು ಅವರು ತಿಳಿಸಿದ್ದಾರೆ.: [1146, 137, 1522, 296]
- article3-headline-rule: [1143, 496, 1526, 497]
- workers-gathering-photo: [315, 166, 844, 379]
- article4-headline-rule: [34, 988, 594, 990]
- article1-column-1: ಪಾಂಡವ ನ್ಯೂಸ್, ಗದಗ: ಕೂಲಿ ಕಾರ್ಮಿಕರ ವಲಸೆ ತಡೆಗಟ್ಟುವುದು, ಗ್ರಾಮೀಣ ಭಾಗದ ಸಂಪನ್ಮೂಲ ಸಂರಕ್ಷಣೆ, ಮಣ್ಣು ಮತ್ತು ನೀರು ಸಂರಕ್ಷಣೆ, ಜಲ ಮೂಲಗಳ ಸಂರಕ್ಷಣೆ ಜತೆಗೆ ಗ್ರಾಮೀಣ ಉದ್ಯೋಗ ಖಾತ್ರಿ ಯೋಜನೆ ಸಹಕಾರಿ ಎಂದು ಜಿಲ್ಲಾ ಪಂಚಾಯತ್ ಸಹಾಯಕ ನಿರ್ದೇಶಕರಾದ ಸಿ.ಆರ್. ಮುಂಡರಗಿ ಅವರು ಹೇಳಿದರು. ಕುಶ್ತಾಗ ತಾಲೂಕಿನ ಕುರಕೋಟಿ ಗ್ರಾಮದಲ್ಲಿ ಪ್ರಗತಿಯಲ್ಲಿರುವ ಸಮುದಾಯ ಬದು ಕಾಮಗಾರಿ ಸ್ಥಳಕ್ಕೆ ಭೇಟಿ ನೀಡಿ ಕೂಲಿಕಾರರನ್ನು ಉದ್ದೇಶಿಸಿ ಅವರು ಮಾತನಾಡಿದರು. ಗ್ರಾಮದಲ್ಲಿ ಆರಂಭವಾಗಿರುವ ಕಂದಕ ಬದು ನಿರ್ಮಾಣದಲ್ಲಿ ಪ್ರತಿದಿನ 70 ಸಾವಿರಕ್ಕೂ ಹೆಚ್ಚು ಜನ ಭಾಗಿಯಾಗುತ್ತಿದ್ದಾರೆ. ಗ್ರಾಮೀಣ ಭಾಗದ ಮೂಲಸೌಕರ್ಯಗಳ ಅಭಿವೃದ್ಧಿ ಮತ್ತು ನಿರ್ಮಾಣಕ್ಕೆ ಉದ್ಯೋಗ ಖಾತ್ರಿ ಯೋಜನೆಯ ಮುಖ್ಯ ಉದ್ದೇಶವಾಗಿದೆ. ಕೂಲಿ ಪಾವತಿಯಲ್ಲಿ ಗಂಡು–ಹೆಣ್ಣು ಎಂಬ ವ್ಯತ್ಯಾಸವಿಲ್ಲದೆ, ಪ್ರತಿ ದಿನಕ್ಕೆ 370 ರೂ. ಕೂಲಿ ಸರಕಾರ ನೀಡುತ್ತಿದೆ. ನರೇಗಾ ಕೆಲಸದ ಸ್ಥಳದಲ್ಲಿ ನೀರು ಮತ್ತು ನೆರಳಿನ ವ್ಯವಸ್ಥೆ, ಕೂಲಿಕಾರರ ಆರೋಗ್ಯ ತಪಾಸಣೆ ಶಿಬಿರ, ಪ್ರಥಮ ಚಿಕಿತ್ಸಾ ಪೆಟ್ಟಿಗೆ ಇಡಲಾಗಿದೆ. ಚಿಕ್ಕ ಮಕ್ಕಳ ನೋಡಿಕೊಳ್ಳಲು ಕೂಸಿನ ಮನೆ ತೆರೆಯಲಾಗಿದೆ. ಗ್ರಾಮಸ್ಥರು ಇದರ ಸದುಪಯೋಗ ಪಡೆದುಕೊಳ್ಳಬೇಕು ಎಂದು ತಿಳಿಸಿದರು.: [37, 166, 305, 422]
- article6-headline-line1: ಜಿಲ್ಲೆಯಲ್ಲಿ ಬಿದ್ದ ಮಳೆ ಪ್ರಮಾಣ, ಮಾನವ ಹಾನಿ, ಮನೆ ಹಾನಿ, ಜಾನುವಾರು: [284, 1225, 1273, 1273]
- article1-side-rule: [1137, 91, 1139, 681]
- article2-headline: ಮೇ 5ರಂದು ಜಿಲ್ಲಾ ಮಟ್ಟದ ದಿಶಾ ಸಮಿತಿ ಸಭೆ: [1146, 99, 1433, 121]
- masthead: ಪಾಂಡವ: [660, 41, 739, 75]
- article2-headline-rule: [1143, 130, 1526, 132]
- article5-column-3: ಡಾ. ಜೆ ಪ್ರಶಾಂತ ನಾಯಕ, ಸಾಹಿತ್ಯ ಅಕಾಡೆಮಿ ಸದಸ್ಯರಾದ ಮೈತ್ರಾಯಿಣಿ ಗದಿಗೆಪ್ಪಗೌಡ್ರ ಮಾತನಾಡಿದರು. ಶಿಬಿರಾರ್ಥಿಗಳು ಅನಿಸಿಕೆ ಹಂಚಿಕೊಂಡರು. ಶಿಬಿರಾರ್ಥಿಗಳಿಗೆ ಪ್ರಮಾಣಪತ್ರ ವಿತರಿಸಲಾಯಿತು. ಕಾರ್ಯಕ್ರಮದಲ್ಲಿ ಸಹಾಯಕ ಕುಲಸಚಿವರಾದ ಶಹಜಹಾನ್ ಮುದಕವಿ, ಕರ್ನಾಟಕ ಸಾಹಿತ್ಯ ಅಕಾಡೆಮಿ ರಿಜಿಸ್ಟ್ರಾರ್ ಕರಿಯಪ್ಪ ಎನ್, ಕರ್ನಾಟಕ ಸಾಹಿತ್ಯ ಅಕಾಡೆಮಿ ಸದಸ್ಯ ಡಾ ಮಲ್ಲಿಕಾರ್ಜುನ ಮಾಳಗಿ, ಹಿರಿಯ ಸಂಶೋಧನಾಧಿಕಾರಿ ಡಾ ಕೆ ಪ್ರೇಮ್ ಕುಮಾರ, ವಾರ್ತಾ ಇಲಾಖೆಯ ನಿವೃತ್ತ ಉಪನಿರ್ದೇಶಕರಾದ ಅಪ್ಪಾರಾವ್ ಅಕ್ಕೋಣಿ ಇತರರಿದ್ದರು.: [1221, 995, 1523, 1105]
- article6-box-damage-summary: 2 ಮನವ ಕೊಟ್ಟಗಿ, 5 ರೇಷ್ಮೆ ಮನೆ, 6 ರೇಷ್ಮೆ ಶೆಡ್‌ಗಳಿಗೆ ಹಾನಿ: ರಟ್ಟೀಹಳ್ಳಿ ತಾಲೂಕಿನ ಗುಂಡಗಟ್ಟಿ ಗ್ರಾಮದಲ್ಲಿ –1 ಹಾಗೂ ಸವಣೂರು ತಾಲೂಕಿನ ಕಳಸಾಪುರ ಗ್ರಾಮದಲ್ಲಿ 01 ಸೇರಿದಂತೆ ಜಿಲ್ಲೆಯಲ್ಲಿ ಒಟ್ಟು 2 ಮನವ ಕೊಟ್ಟಗಿಗಳು ಹಾನಿಯಾಗಿದೆ. ಜಿಲ್ಲೆಯಲ್ಲಿ ಏ.15ರಂದು ಗಾಳಿ, ಮಳೆಗೆ ಸವಣೂರು ತಾಲೂಕಿನಲ್ಲಿ 5 ರೇಷ್ಮೆ ಮನೆ ಮತ್ತು 6 ರೇಷ್ಮೆ ಶೆಡ್‌ಗಳು ಹಾನಿಗೊಳಗಾಗಿವೆ, ಸಿದ್ದಾಪುರ, ಬೈರಾಪುರ, ಚಿಕ್ಕಮರಳಿಹಳ್ಳಿ ಹಾಗೂ ಮಲ್ಲಾಪುರ ಗ್ರಾಮದಲ್ಲಿ ಒಟ್ಟು 16.96 ಹೆಕ್ಟೇರ್ ರೇಷ್ಮೆ ಬೆಳೆಯು ಹಾನಿಯಾದ ಬಗ್ಗೆ ವರದಿಯಾಗಿದೆ. 1 ಮಾನವ ಜೀವಹಾನಿ ವಿವರ: ಶಿಗ್ಗಾವಿ ತಾಲೂಕು ಹುಲಿಕಟ್ಟಿ ಗ್ರಾಮದ ಮಾಲತೇಶ ಸೋಮಪ್ಪ ಗಡ್ಡಿ ಅವರು ದಿನಾಂಕ: 24.04.2025ರಂದು ಮಾಹುನುಸತಿಕೊಳ್ಳಿ ಗ್ರಾಮದಲ್ಲಿ ಸಂಜೆ 5.30 ರ ಸುಮಾರಿಗೆ ಸಿಡಿಲು ಬಡಿದು ಮೃತಪಟ್ಟಿರುತ್ತಾರೆ. ಸದರಿ ಪ್ರಕರಣದ ಬಗ್ಗೆ ಪರಿಹಾರ ವಿತರಣೆ ಬಾಕಿ ಇರುತ್ತದೆ.: [1226, 1778, 1523, 2110]
- article4-headline-line1: ವಿಶ್ವ ಮಲೇರಿಯಾ ದಿನ–: [40, 876, 357, 924]
- article1-photo: [314, 166, 844, 379]
- article1-quote-box: “ಸಹಾಯಕ್ಕೆ ಸ್ಪಂದನ” ಬೇಸಿಗೆ 6 ಗಂಟೆ ಏಳಿಗಾಗಿ ಬುತ್ತಿಯೊಂದಿಗೆ ಕೆಲಸಕ್ಕೆ ಹಾಜರಾಗುತ್ತಿದ್ದೇವೆ. ಅಳತೆಗೆ ಅನುಸಾರ ಕೆಲಸ ಮಾಡಿದ ನಂತರ ಬುತ್ತಿಯನ್ನು ಬಿಚ್ಚಿ ಹರಟುತ್ತ ಹಂಚಿಕೊಂಡು ಊಟ ಮಾಡುತ್ತೇವೆ. ದಿನಕ್ಕೆ 370 ರೂ ಕೂಲಿ ದೊರೆಯುತ್ತಿದೆ. ಕೆಲಸವಿಲ್ಲ ಎಂಬ ಚಿಂತೆ ಇಲ್ಲ. ಮಾಲೀಕರು ಉಪಾಹಾರದ ವ್ಯವಸ್ಥೆ ಮಾಡುತ್ತಾರೆ. ಒಟ್ಟಿನಲ್ಲಿ ಉದ್ಯೋಗ ಖಾತ್ರಿ ಯೋಜನೆ ಗ್ರಾಮಸ್ಥರಿಗೆ ಹೊಂದಾಣಿಕೆ, ಸಮಾಜಕ್ಕೆ ಹೆಚ್ಚು ಸಹಕಾರಿ.: [856, 460, 1121, 670]
